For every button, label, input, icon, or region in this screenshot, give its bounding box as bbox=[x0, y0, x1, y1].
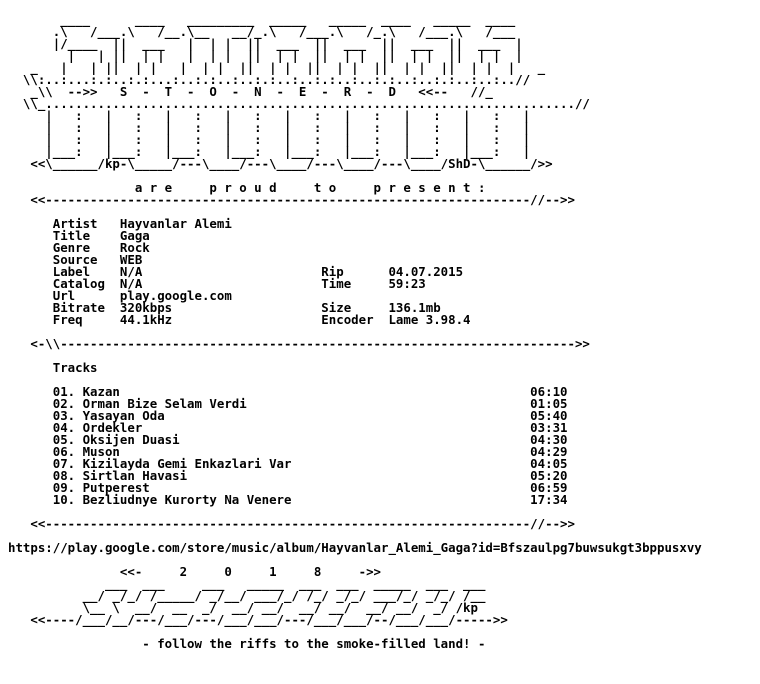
nfo-line: | : | : | : | : | : | : | : | : | bbox=[45, 120, 531, 135]
nfo-line: 02. Orman Bize Selam Verdi 01:05 bbox=[52, 396, 568, 411]
nfo-line: Artist Hayvanlar Alemi bbox=[52, 216, 232, 231]
nfo-line: <-\\--------------------------------------------------------------------->> bbox=[30, 336, 590, 351]
nfo-line: <<\______/kp-\_____/---\____/---\____/---\____/---\____/ShD-\______/>> bbox=[30, 156, 553, 171]
nfo-line: 09. Putperest 06:59 bbox=[52, 480, 568, 495]
nfo-line: 03. Yasayan Oda 05:40 bbox=[52, 408, 568, 423]
nfo-line: <<- 2 0 1 8 ->> bbox=[119, 564, 381, 579]
nfo-line: | : | : | : | : | : | : | : | : | bbox=[45, 108, 531, 123]
nfo-line: _ | | || | | | | | || | | || | | || | | || | | | _ bbox=[30, 60, 546, 75]
nfo-line: Title Gaga bbox=[52, 228, 150, 243]
nfo-line: Genre Rock bbox=[52, 240, 150, 255]
nfo-line: Bitrate 320kbps Size 136.1mb bbox=[52, 300, 441, 315]
nfo-line: \__ \ __/ __ _/ __/ __/ __/ __/ __/ __/ _/ /kp bbox=[82, 600, 478, 615]
nfo-line: <<-----------------------------------------------------------------//-->> bbox=[30, 192, 575, 207]
nfo-line: Source WEB bbox=[52, 252, 143, 267]
nfo-line: Catalog N/A Time 59:23 bbox=[52, 276, 426, 291]
nfo-line: _\\ -->> S - T - O - N - E - R - D <<-- //_ bbox=[30, 84, 493, 99]
nfo-line: <<----/___/__/---/___/---/___/___/---/___/___/--/___/___/----->> bbox=[30, 612, 508, 627]
nfo-line: \\:..:...:.:..:.:...:..:.:..:..:.:..:..:.:..:..:.:..:..:.:..:..:..// bbox=[22, 72, 531, 87]
nfo-line: 07. Kizilayda Gemi Enkazlari Var 04:05 bbox=[52, 456, 568, 471]
nfo-line: 06. Muson 04:29 bbox=[52, 444, 568, 459]
nfo-line: Url play.google.com bbox=[52, 288, 232, 303]
nfo-line: 05. Oksijen Duasi 04:30 bbox=[52, 432, 568, 447]
nfo-line: <<-----------------------------------------------------------------//-->> bbox=[30, 516, 575, 531]
nfo-line: - follow the riffs to the smoke-filled land! - bbox=[142, 636, 486, 651]
nfo-line: 10. Bezliudnye Kurorty Na Venere 17:34 bbox=[52, 492, 568, 507]
nfo-line: | | || | | | | | || | | || | | || | | || | | | bbox=[67, 48, 523, 63]
nfo-line: Freq 44.1kHz Encoder Lame 3.98.4 bbox=[52, 312, 471, 327]
nfo-line: | : | : | : | : | : | : | : | : | bbox=[45, 132, 531, 147]
nfo-line: .\ /___.\ /__.\__ __/_.\ /___.\ /_.\ /___.\ /___ bbox=[52, 24, 516, 39]
nfo-line: https://play.google.com/store/music/album/Hayvanlar_Alemi_Gaga?id=Bfszaulpg7buwsukgt3bppusxvy bbox=[8, 540, 702, 555]
nfo-line: |/____ || ___ | | | || ___ || ___ || ___ || ___ | bbox=[52, 36, 523, 51]
nfo-line: |___: |___: |___: |___: |___: |___: |___: |___: | bbox=[45, 144, 531, 159]
nfo-line: ____ ____ _________ _____ _____ ____ _____ ____ bbox=[60, 12, 516, 27]
nfo-line: \\_.......................................................................// bbox=[22, 96, 590, 111]
nfo-line: __/ _/_/ /_____/ _/__/ ___/_/ /_/ _/_/ ___/_/ _/_/ /__ bbox=[82, 588, 486, 603]
nfo-line: Label N/A Rip 04.07.2015 bbox=[52, 264, 464, 279]
nfo-line: 01. Kazan 06:10 bbox=[52, 384, 568, 399]
nfo-line: ___ ___ ___ _____ ___ ___ _____ ___ ___ bbox=[104, 576, 486, 591]
nfo-line: Tracks bbox=[52, 360, 98, 375]
nfo-line: 04. Ordekler 03:31 bbox=[52, 420, 568, 435]
nfo-line: a r e p r o u d t o p r e s e n t : bbox=[134, 180, 486, 195]
nfo-line: 08. Sirtlan Havasi 05:20 bbox=[52, 468, 568, 483]
